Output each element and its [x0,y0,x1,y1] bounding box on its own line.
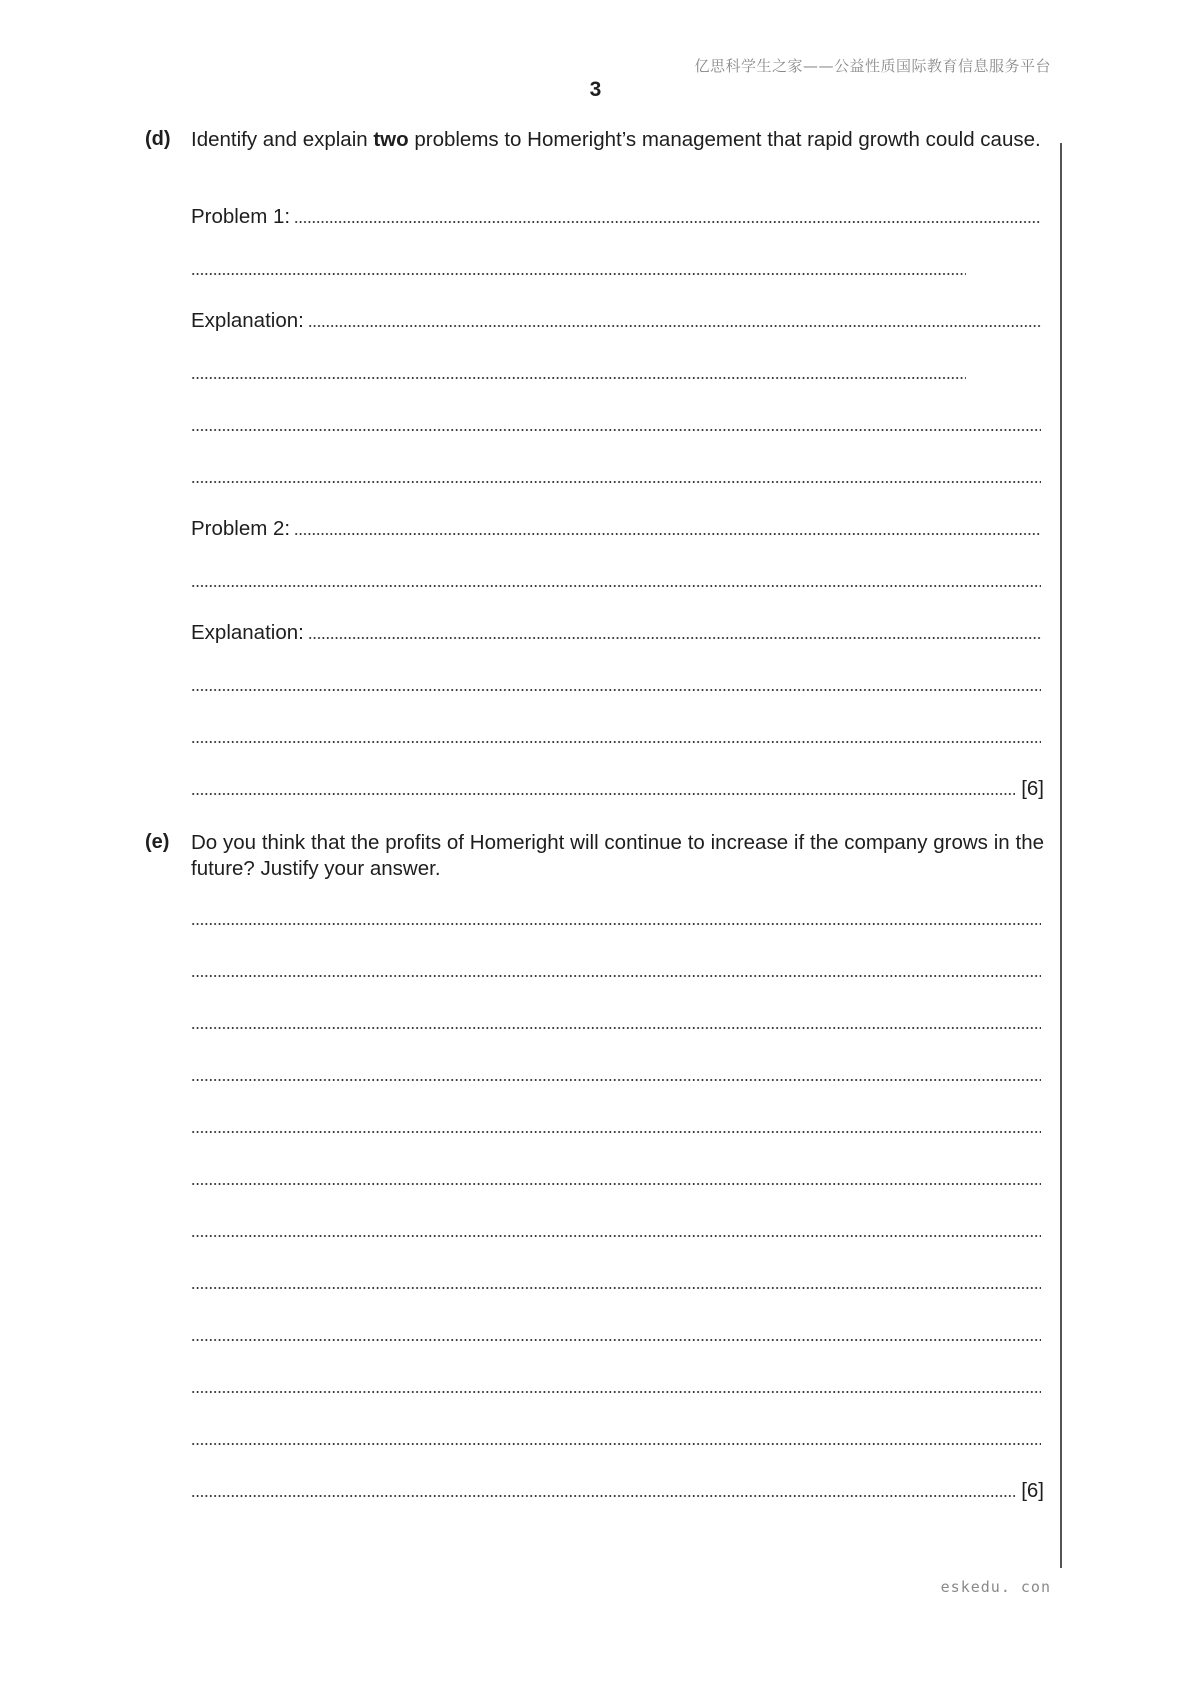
problem-1-label: Problem 1: [191,205,291,228]
answer-line-final[interactable] [191,776,1044,802]
answer-line[interactable] [191,1062,1041,1088]
dotted-line [191,974,1041,978]
dotted-line [191,584,1041,588]
question-d-text-end: problems to Homeright’s management that rapid growth could cause. [408,128,1041,151]
dotted-line [308,636,1041,640]
dotted-line [191,1286,1041,1290]
dotted-line [191,922,1041,926]
problem-2-label: Problem 2: [191,517,291,540]
dotted-line [191,480,1041,484]
page-number: 3 [589,78,602,101]
answer-line[interactable] [191,906,1041,932]
margin-rule [1060,143,1062,1568]
dotted-line [191,1442,1041,1446]
answer-line[interactable] [191,1010,1041,1036]
dotted-line [308,324,1041,328]
explanation-2-label: Explanation: [191,621,304,644]
answer-line[interactable] [191,1322,1041,1348]
dotted-line [191,1078,1041,1082]
answer-line[interactable] [191,724,1041,750]
answer-line[interactable] [191,1166,1041,1192]
answer-line[interactable] [191,1270,1041,1296]
answer-line[interactable] [191,464,1041,490]
dotted-line [191,376,966,380]
question-d-text-start: Identify and explain [191,128,374,151]
dotted-line [294,220,1041,224]
answer-line[interactable] [191,568,1041,594]
answer-line[interactable] [191,412,1041,438]
dotted-line [294,532,1041,536]
footer-watermark: eskedu. con [940,1578,1051,1596]
question-e-label: (e) [145,831,170,853]
answer-line-explanation-1[interactable] [191,308,1041,334]
dotted-line [191,428,1041,432]
dotted-line [191,1182,1041,1186]
question-e-marks: [6] [1021,1479,1044,1502]
answer-line-explanation-2[interactable] [191,620,1041,646]
answer-line-problem-1[interactable] [191,204,1041,230]
answer-line[interactable] [191,1218,1041,1244]
dotted-line [191,1390,1041,1394]
header-watermark: 亿思科学生之家——公益性质国际教育信息服务平台 [694,57,1051,75]
dotted-line [191,1026,1041,1030]
answer-line[interactable] [191,672,1041,698]
answer-line[interactable] [191,360,966,386]
dotted-line [191,272,966,276]
dotted-line [191,740,1041,744]
answer-line[interactable] [191,256,966,282]
dotted-line [191,1494,1015,1498]
question-d-label: (d) [145,128,171,150]
question-e-text: Do you think that the profits of Homeright will continue to increase if the company grows in the future? Justify your answer. [191,831,1044,880]
dotted-line [191,1338,1041,1342]
question-d-text [191,127,1044,153]
answer-line[interactable] [191,1426,1041,1452]
answer-line[interactable] [191,1374,1041,1400]
answer-line[interactable] [191,958,1041,984]
answer-line-problem-2[interactable] [191,516,1041,542]
question-d-marks: [6] [1021,777,1044,800]
dotted-line [191,1130,1041,1134]
dotted-line [191,1234,1041,1238]
explanation-1-label: Explanation: [191,309,304,332]
question-d-text-bold: two [373,128,409,151]
answer-line[interactable] [191,1114,1041,1140]
answer-line-final[interactable] [191,1478,1044,1504]
dotted-line [191,688,1041,692]
dotted-line [191,792,1015,796]
